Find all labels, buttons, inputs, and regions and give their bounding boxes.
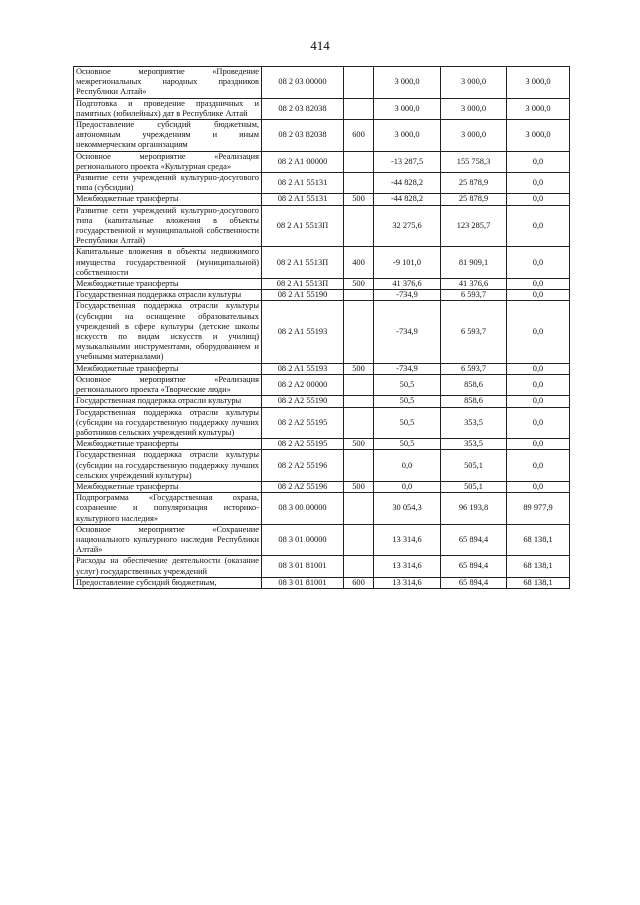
amount-cell-3: 0,0 (507, 151, 570, 172)
classification-code-cell: 08 2 A1 55193 (262, 363, 344, 374)
amount-cell-2: 3 000,0 (441, 67, 507, 99)
amount-cell-3: 0,0 (507, 396, 570, 407)
amount-cell-2: 41 376,6 (441, 279, 507, 290)
item-name-cell: Предоставление субсидий бюджетным, (74, 577, 262, 588)
expense-type-cell (344, 151, 374, 172)
amount-cell-2: 96 193,8 (441, 493, 507, 525)
amount-cell-1: 13 314,6 (374, 556, 441, 577)
amount-cell-1: -734,9 (374, 290, 441, 301)
expense-type-cell (344, 450, 374, 482)
table-row (74, 279, 570, 290)
amount-cell-3: 0,0 (507, 450, 570, 482)
classification-code-cell: 08 2 A1 5513П (262, 279, 344, 290)
expense-type-cell: 500 (344, 481, 374, 492)
amount-cell-2: 3 000,0 (441, 98, 507, 119)
expense-type-cell: 500 (344, 279, 374, 290)
expense-type-cell (344, 301, 374, 363)
amount-cell-3: 0,0 (507, 301, 570, 363)
table-row (74, 407, 570, 439)
classification-code-cell: 08 2 A1 5513П (262, 205, 344, 247)
classification-code-cell: 08 3 01 81001 (262, 556, 344, 577)
page-number: 414 (310, 38, 330, 53)
amount-cell-1: 32 275,6 (374, 205, 441, 247)
amount-cell-3: 0,0 (507, 374, 570, 395)
amount-cell-3: 3 000,0 (507, 67, 570, 99)
classification-code-cell: 08 2 A2 55190 (262, 396, 344, 407)
table-row (74, 556, 570, 577)
expense-type-cell (344, 290, 374, 301)
classification-code-cell: 08 3 01 00000 (262, 524, 344, 556)
table-row (74, 194, 570, 205)
item-name-cell: Межбюджетные трансферты (74, 481, 262, 492)
item-name-cell: Развитие сети учреждений культурно-досугового типа (субсидии) (74, 173, 262, 194)
amount-cell-3: 0,0 (507, 407, 570, 439)
amount-cell-2: 6 593,7 (441, 363, 507, 374)
amount-cell-1: 13 314,6 (374, 577, 441, 588)
table-row (74, 450, 570, 482)
classification-code-cell: 08 2 A2 55196 (262, 450, 344, 482)
amount-cell-1: 41 376,6 (374, 279, 441, 290)
table-row (74, 396, 570, 407)
table-row (74, 290, 570, 301)
amount-cell-2: 353,5 (441, 407, 507, 439)
amount-cell-1: 50,5 (374, 439, 441, 450)
amount-cell-2: 858,6 (441, 396, 507, 407)
amount-cell-3: 0,0 (507, 247, 570, 279)
item-name-cell: Основное мероприятие «Проведение межрегиональных народных праздников Республики Алтай» (74, 67, 262, 99)
amount-cell-2: 65 894,4 (441, 524, 507, 556)
table-row (74, 173, 570, 194)
expense-type-cell (344, 205, 374, 247)
classification-code-cell: 08 2 A1 55131 (262, 194, 344, 205)
expense-type-cell (344, 374, 374, 395)
amount-cell-1: -44 828,2 (374, 173, 441, 194)
amount-cell-3: 68 138,1 (507, 577, 570, 588)
classification-code-cell: 08 2 A2 55196 (262, 481, 344, 492)
classification-code-cell: 08 3 01 81001 (262, 577, 344, 588)
classification-code-cell: 08 2 A2 00000 (262, 374, 344, 395)
amount-cell-1: 0,0 (374, 481, 441, 492)
classification-code-cell: 08 2 A1 00000 (262, 151, 344, 172)
expense-type-cell: 400 (344, 247, 374, 279)
item-name-cell: Государственная поддержка отрасли культуры (субсидии на государственную поддержку лучших работников сельских учреждений культуры) (74, 407, 262, 439)
classification-code-cell: 08 2 A1 55190 (262, 290, 344, 301)
item-name-cell: Государственная поддержка отрасли культуры (субсидии на оснащение образовательных учреждений в сфере культуры (детские школы искусств по видам искусств и училищ) музыкальными инструментами, оборудованием и учебными материалами) (74, 301, 262, 363)
classification-code-cell: 08 2 A2 55195 (262, 407, 344, 439)
amount-cell-2: 123 285,7 (441, 205, 507, 247)
budget-table-body (74, 67, 570, 589)
amount-cell-1: -13 287,5 (374, 151, 441, 172)
expense-type-cell (344, 396, 374, 407)
item-name-cell: Основное мероприятие «Реализация регионального проекта «Культурная среда» (74, 151, 262, 172)
table-row (74, 151, 570, 172)
amount-cell-1: -734,9 (374, 301, 441, 363)
item-name-cell: Подпрограмма «Государственная охрана, сохранение и популяризация историко-культурного наследия» (74, 493, 262, 525)
amount-cell-2: 3 000,0 (441, 120, 507, 152)
expense-type-cell: 500 (344, 363, 374, 374)
amount-cell-3: 0,0 (507, 481, 570, 492)
amount-cell-2: 505,1 (441, 450, 507, 482)
expense-type-cell (344, 524, 374, 556)
amount-cell-1: 3 000,0 (374, 67, 441, 99)
classification-code-cell: 08 2 03 82038 (262, 98, 344, 119)
amount-cell-2: 353,5 (441, 439, 507, 450)
classification-code-cell: 08 2 A2 55195 (262, 439, 344, 450)
amount-cell-2: 81 909,1 (441, 247, 507, 279)
item-name-cell: Межбюджетные трансферты (74, 194, 262, 205)
amount-cell-2: 65 894,4 (441, 556, 507, 577)
amount-cell-2: 505,1 (441, 481, 507, 492)
amount-cell-3: 0,0 (507, 194, 570, 205)
amount-cell-1: 0,0 (374, 450, 441, 482)
classification-code-cell: 08 3 00 00000 (262, 493, 344, 525)
classification-code-cell: 08 2 03 82038 (262, 120, 344, 152)
classification-code-cell: 08 2 03 00000 (262, 67, 344, 99)
amount-cell-2: 25 878,9 (441, 194, 507, 205)
item-name-cell: Предоставление субсидий бюджетным, автономным учреждениям и иным некоммерческим организациям (74, 120, 262, 152)
amount-cell-1: 3 000,0 (374, 98, 441, 119)
table-row (74, 577, 570, 588)
item-name-cell: Основное мероприятие «Реализация регионального проекта «Творческие люди» (74, 374, 262, 395)
table-row (74, 98, 570, 119)
amount-cell-3: 3 000,0 (507, 120, 570, 152)
expense-type-cell: 500 (344, 439, 374, 450)
table-row (74, 67, 570, 99)
item-name-cell: Межбюджетные трансферты (74, 279, 262, 290)
table-row (74, 524, 570, 556)
amount-cell-2: 858,6 (441, 374, 507, 395)
expense-type-cell: 600 (344, 577, 374, 588)
item-name-cell: Капитальные вложения в объекты недвижимого имущества государственной (муниципальной) собственности (74, 247, 262, 279)
amount-cell-3: 3 000,0 (507, 98, 570, 119)
amount-cell-3: 0,0 (507, 279, 570, 290)
classification-code-cell: 08 2 A1 5513П (262, 247, 344, 279)
amount-cell-2: 155 758,3 (441, 151, 507, 172)
amount-cell-3: 0,0 (507, 439, 570, 450)
amount-cell-3: 0,0 (507, 290, 570, 301)
amount-cell-3: 0,0 (507, 205, 570, 247)
amount-cell-3: 68 138,1 (507, 556, 570, 577)
expense-type-cell: 600 (344, 120, 374, 152)
expense-type-cell (344, 67, 374, 99)
amount-cell-1: 30 054,3 (374, 493, 441, 525)
amount-cell-1: 50,5 (374, 407, 441, 439)
amount-cell-1: 13 314,6 (374, 524, 441, 556)
table-row (74, 481, 570, 492)
amount-cell-1: -734,9 (374, 363, 441, 374)
expense-type-cell (344, 493, 374, 525)
table-row (74, 439, 570, 450)
amount-cell-1: 50,5 (374, 396, 441, 407)
table-row (74, 374, 570, 395)
table-row (74, 493, 570, 525)
amount-cell-1: 3 000,0 (374, 120, 441, 152)
item-name-cell: Расходы на обеспечение деятельности (оказание услуг) государственных учреждений (74, 556, 262, 577)
amount-cell-3: 89 977,9 (507, 493, 570, 525)
amount-cell-3: 0,0 (507, 363, 570, 374)
item-name-cell: Государственная поддержка отрасли культуры (74, 290, 262, 301)
amount-cell-2: 25 878,9 (441, 173, 507, 194)
amount-cell-1: -9 101,0 (374, 247, 441, 279)
amount-cell-2: 65 894,4 (441, 577, 507, 588)
item-name-cell: Межбюджетные трансферты (74, 363, 262, 374)
amount-cell-3: 0,0 (507, 173, 570, 194)
item-name-cell: Основное мероприятие «Сохранение национального культурного наследия Республики Алтай» (74, 524, 262, 556)
item-name-cell: Подготовка и проведение праздничных и памятных (юбилейных) дат в Республике Алтай (74, 98, 262, 119)
table-row (74, 363, 570, 374)
table-row (74, 205, 570, 247)
expense-type-cell (344, 173, 374, 194)
item-name-cell: Развитие сети учреждений культурно-досугового типа (капитальные вложения в объекты государственной и муниципальной собственности Республики Алтай) (74, 205, 262, 247)
classification-code-cell: 08 2 A1 55131 (262, 173, 344, 194)
expense-type-cell (344, 407, 374, 439)
budget-table (73, 66, 570, 589)
table-row (74, 247, 570, 279)
amount-cell-3: 68 138,1 (507, 524, 570, 556)
item-name-cell: Государственная поддержка отрасли культуры (74, 396, 262, 407)
amount-cell-1: 50,5 (374, 374, 441, 395)
item-name-cell: Межбюджетные трансферты (74, 439, 262, 450)
table-row (74, 301, 570, 363)
amount-cell-2: 6 593,7 (441, 301, 507, 363)
expense-type-cell (344, 98, 374, 119)
table-row (74, 120, 570, 152)
item-name-cell: Государственная поддержка отрасли культуры (субсидии на государственную поддержку лучших сельских учреждений культуры) (74, 450, 262, 482)
amount-cell-2: 6 593,7 (441, 290, 507, 301)
classification-code-cell: 08 2 A1 55193 (262, 301, 344, 363)
expense-type-cell (344, 556, 374, 577)
expense-type-cell: 500 (344, 194, 374, 205)
amount-cell-1: -44 828,2 (374, 194, 441, 205)
